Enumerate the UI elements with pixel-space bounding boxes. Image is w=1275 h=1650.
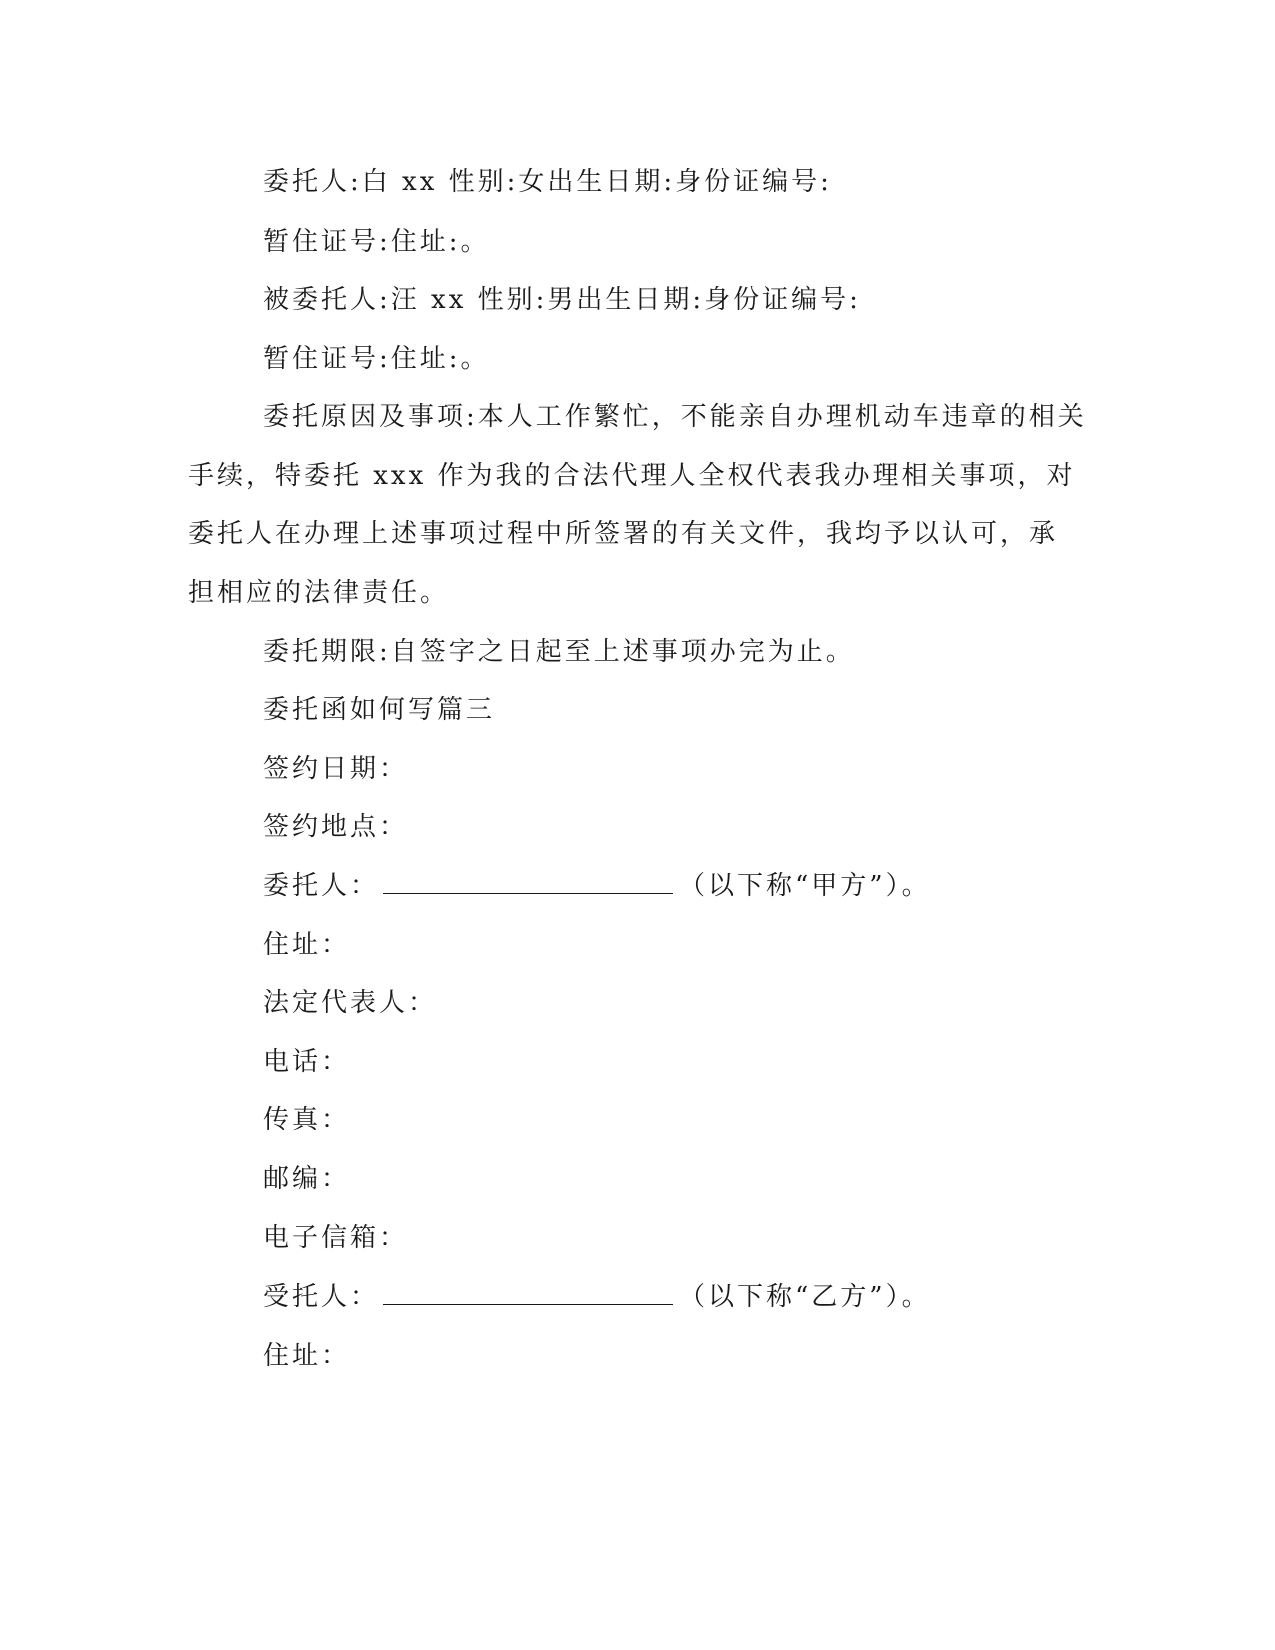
reason-paragraph-line-3: 委托人在办理上述事项过程中所签署的有关文件，我均予以认可，承 <box>188 519 1059 549</box>
agent-party-line <box>263 1282 931 1312</box>
agent-label: 受托人： <box>263 1282 380 1312</box>
agent-address-field: 住址： <box>263 1341 351 1371</box>
principal-email-field: 电子信箱： <box>263 1223 409 1253</box>
principal-name-blank <box>383 871 673 894</box>
reason-paragraph-line-2: 手续，特委托 xxx 作为我的合法代理人全权代表我办理相关事项，对 <box>188 461 1076 491</box>
agent-info-line: 被委托人:汪 xx 性别:男出生日期:身份证编号: <box>263 285 861 315</box>
principal-legal-rep-field: 法定代表人： <box>263 988 438 1018</box>
principal-phone-field: 电话： <box>263 1047 351 1077</box>
sign-place-line: 签约地点： <box>263 812 409 842</box>
agent-suffix: （以下称“乙方”）。 <box>679 1282 931 1312</box>
principal-suffix: （以下称“甲方”）。 <box>679 871 931 901</box>
sign-date-line: 签约日期： <box>263 754 409 784</box>
section-heading: 委托函如何写篇三 <box>263 695 496 725</box>
principal-party-line <box>263 871 931 901</box>
principal-address-field: 住址： <box>263 930 351 960</box>
agent-address-line: 暂住证号:住址:。 <box>263 344 490 374</box>
agent-name-blank <box>383 1282 673 1305</box>
principal-info-line: 委托人:白 xx 性别:女出生日期:身份证编号: <box>263 167 832 197</box>
reason-paragraph-line-1: 委托原因及事项:本人工作繁忙，不能亲自办理机动车违章的相关 <box>263 402 1087 432</box>
principal-address-line: 暂住证号:住址:。 <box>263 227 490 257</box>
principal-postcode-field: 邮编： <box>263 1164 351 1194</box>
term-line: 委托期限:自签字之日起至上述事项办完为止。 <box>263 637 855 667</box>
principal-label: 委托人： <box>263 871 380 901</box>
reason-paragraph-line-4: 担相应的法律责任。 <box>188 578 450 608</box>
principal-fax-field: 传真： <box>263 1105 351 1135</box>
